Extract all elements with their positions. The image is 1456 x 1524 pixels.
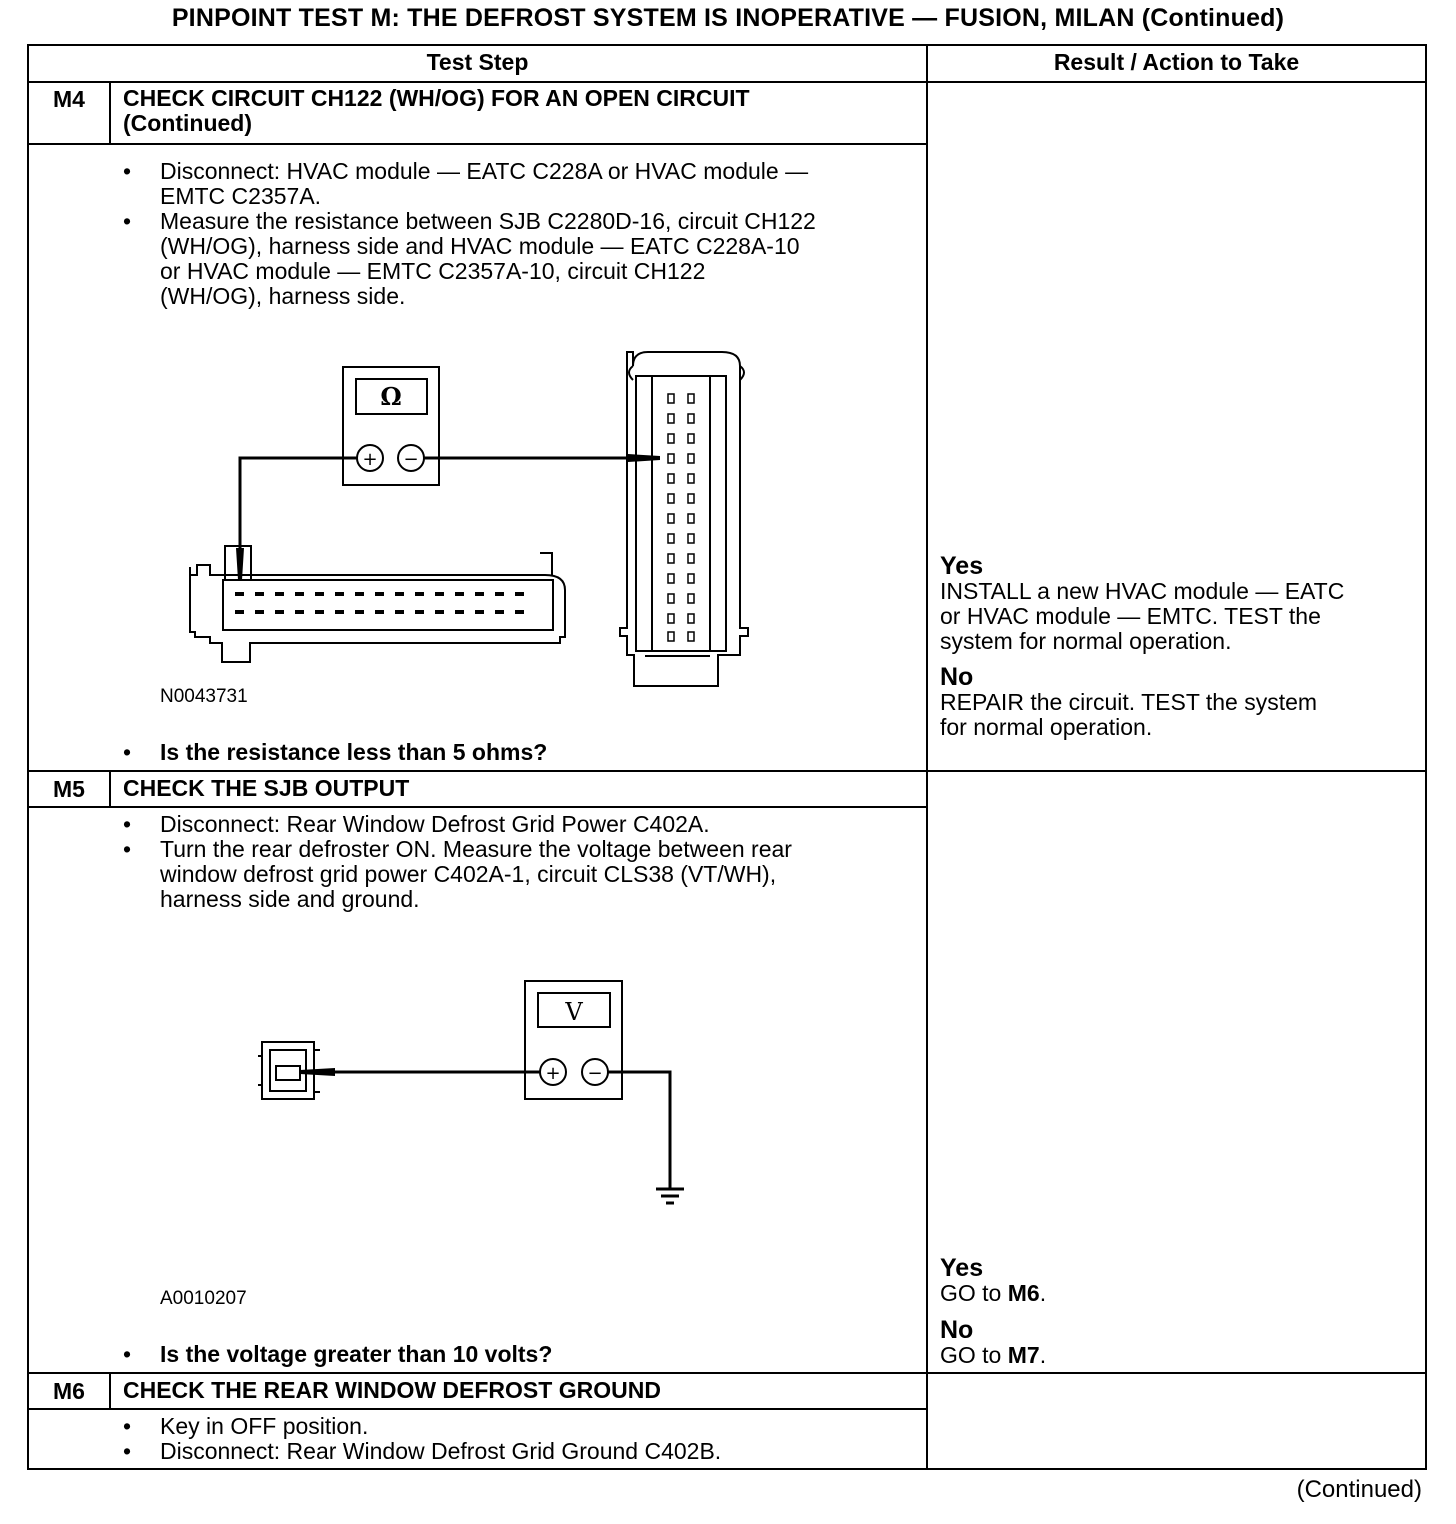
ground-wire <box>608 1072 670 1188</box>
bullet: • <box>123 1413 132 1439</box>
goto-link-m6[interactable]: M6 <box>1007 1280 1040 1306</box>
instruction-m6-2 <box>160 1439 910 1464</box>
text-line: Disconnect: Rear Window Defrost Grid Power C402A. <box>160 811 710 837</box>
text-line: Turn the rear defroster ON. Measure the voltage between rear <box>160 836 792 862</box>
text-line: (WH/OG), harness side and HVAC module — EATC C228A-10 <box>160 233 800 259</box>
text-line: harness side and ground. <box>160 886 420 912</box>
text-line: Measure the resistance between SJB C2280D-16, circuit CH122 <box>160 208 816 234</box>
step-id-m4: M4 <box>53 86 85 112</box>
question-m5: Is the voltage greater than 10 volts? <box>160 1341 553 1367</box>
continued-label: (Continued) <box>1296 1476 1422 1503</box>
text-line: or HVAC module — EMTC C2357A-10, circuit CH122 <box>160 258 706 284</box>
text-line: for normal operation. <box>940 714 1153 740</box>
figure-id-m5: A0010207 <box>160 1288 247 1309</box>
period: . <box>1039 1280 1047 1306</box>
bullet: • <box>123 739 132 765</box>
text-line: INSTALL a new HVAC module — EATC <box>940 578 1345 604</box>
period: . <box>1039 1342 1047 1368</box>
text-line: Disconnect: Rear Window Defrost Grid Ground C402B. <box>160 1438 722 1464</box>
plus-symbol: + <box>545 1063 561 1084</box>
plus-symbol: + <box>362 449 378 470</box>
page-title: PINPOINT TEST M: THE DEFROST SYSTEM IS INOPERATIVE — FUSION, MILAN (Continued) <box>171 4 1285 32</box>
text-line: Disconnect: HVAC module — EATC C228A or HVAC module — <box>160 158 809 184</box>
text-line: EMTC C2357A. <box>160 183 322 209</box>
text-line: (WH/OG), harness side. <box>160 283 406 309</box>
heading-line: (Continued) <box>123 110 253 136</box>
text-line: REPAIR the circuit. TEST the system <box>940 689 1318 715</box>
result-no-text-m5 <box>940 1343 1410 1368</box>
figure-id-m4: N0043731 <box>160 686 248 707</box>
minus-symbol: − <box>587 1063 603 1084</box>
result-text: GO to <box>940 1342 1008 1368</box>
text-line: system for normal operation. <box>940 628 1232 654</box>
step-heading-m6: CHECK THE REAR WINDOW DEFROST GROUND <box>123 1377 661 1403</box>
minus-symbol: − <box>403 449 419 470</box>
column-header-test-step: Test Step <box>426 49 529 75</box>
heading-line: CHECK CIRCUIT CH122 (WH/OG) FOR AN OPEN CIRCUIT <box>123 85 750 111</box>
step-id-m6: M6 <box>53 1378 85 1404</box>
bullet: • <box>123 836 132 862</box>
volt-symbol: V <box>565 998 583 1026</box>
result-yes-text-m5 <box>940 1281 1410 1306</box>
result-text: GO to <box>940 1280 1008 1306</box>
bullet: • <box>123 811 132 837</box>
bullet: • <box>123 158 132 184</box>
ohm-symbol: Ω <box>380 382 402 411</box>
result-yes-m4: Yes <box>940 552 984 580</box>
text-line: Key in OFF position. <box>160 1413 369 1439</box>
result-no-m4: No <box>940 663 974 691</box>
step-id-m5: M5 <box>53 776 85 802</box>
step-heading-m5: CHECK THE SJB OUTPUT <box>123 775 410 801</box>
result-no-m5: No <box>940 1316 974 1344</box>
text-line: window defrost grid power C402A-1, circuit CLS38 (VT/WH), <box>160 861 777 887</box>
question-m4: Is the resistance less than 5 ohms? <box>160 739 548 765</box>
bullet: • <box>123 1341 132 1367</box>
column-header-result: Result / Action to Take <box>1053 49 1300 75</box>
instruction-m6-1 <box>160 1414 910 1439</box>
bullet: • <box>123 208 132 234</box>
goto-link-m7[interactable]: M7 <box>1007 1342 1040 1368</box>
bullet: • <box>123 1438 132 1464</box>
text-line: or HVAC module — EMTC. TEST the <box>940 603 1321 629</box>
result-yes-m5: Yes <box>940 1254 984 1282</box>
